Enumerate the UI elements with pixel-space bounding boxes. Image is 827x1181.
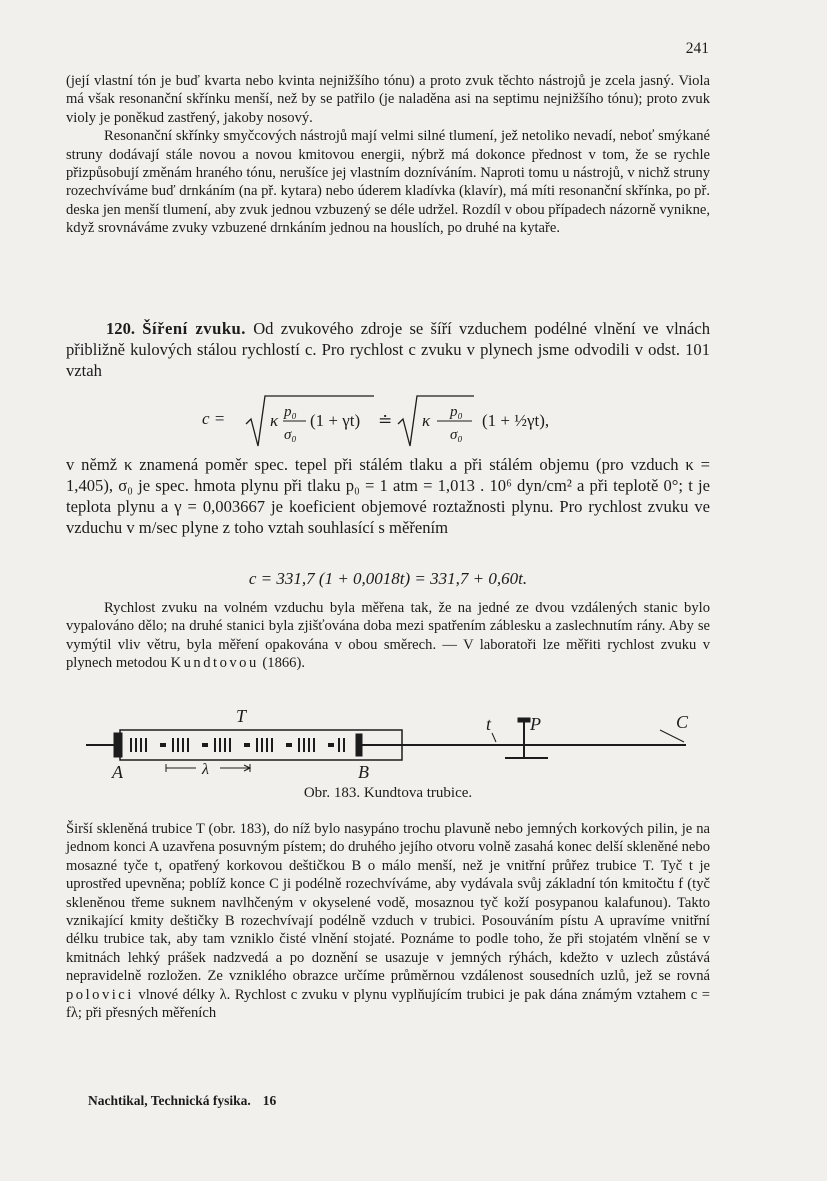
definitions-block bbox=[66, 454, 710, 538]
text-block-top bbox=[66, 72, 710, 238]
clamp-top bbox=[518, 718, 530, 722]
section-number: 120. bbox=[106, 319, 136, 338]
footer-sheet: 16 bbox=[262, 1093, 277, 1108]
kundt-tube-figure bbox=[0, 700, 827, 780]
kundt-year: (1866). bbox=[262, 655, 305, 672]
page-footer bbox=[88, 1093, 276, 1109]
label-a: A bbox=[112, 762, 123, 780]
footer-author: Nachtikal, Technická fysika. bbox=[88, 1093, 251, 1108]
formula-sound-speed bbox=[0, 388, 827, 454]
section-text: Od zvukového zdroje se šíří vzduchem podélné vlnění ve vlnách přibližně kulových stálou rychlostí c. Pro rychlost c zvuku v plynech jsme odvodili v odst. 101 vztah bbox=[66, 319, 711, 380]
figure-caption: Obr. 183. Kundtova trubice. bbox=[303, 785, 473, 801]
measurement-block bbox=[66, 599, 710, 673]
kundt-name: Kundtovou bbox=[170, 655, 259, 672]
pointer-t bbox=[492, 733, 496, 742]
label-t-tube: T bbox=[236, 706, 247, 726]
p0-numerator-2: p₀ bbox=[450, 404, 463, 420]
factor-1: (1 + γt) bbox=[310, 411, 361, 430]
label-lambda: λ bbox=[202, 761, 209, 778]
p0-numerator-1: p₀ bbox=[284, 404, 297, 420]
measurement-text: Rychlost zvuku na volném vzduchu byla měřena tak, že na jedné ze dvou vzdálených stanic bylo vypalováno dělo; na druhé stanici byla zjišťována doba mezi spatřením záblesku a zaslechnutím rány. Aby se vymýtil vliv větru, byla měření opakována v obou směrech. — V laboratoři lze měřiti rychlost zvuku v plynech metodou bbox=[66, 600, 710, 672]
sigma0-denominator-2: σ₀ bbox=[450, 427, 463, 443]
section-120 bbox=[66, 318, 710, 381]
kundt-text-2: vlnové délky λ. Rychlost c zvuku v plynu vyplňujícím trubici je pak dána známým vztahem c = fλ; při přesných měřeních bbox=[66, 986, 710, 1022]
definitions-paragraph: v němž κ znamená poměr spec. tepel při stálém tlaku a při stálém objemu (pro vzduch κ = 1,405), σ₀ je spec. hmota plynu při tlaku p₀ = 1 atm = 1,013 . 10⁶ dyn/cm² a při teplotě 0°; t je teplota plynu a γ = 0,003667 je koeficient objemové roztažnosti plynu. Pro rychlost zvuku ve vzduchu v m/sec plyne z toho vztah souhlasící s měřením bbox=[66, 455, 710, 537]
resonance-paragraph: Resonanční skřínky smyčcových nástrojů mají velmi silné tlumení, jež netoliko nevadí, neboť smýkané struny dodávají stále novou a novou kmitovou energii, nýbrž má dokonce přednost v tom, že se rychle přizpůsobují změnám hraného tónu, nerušíce jej vlastním dozníváním. Naproti tomu u nástrojů, v nichž struny rozechvíváme buď drnkáním (na př. kytara) nebo úderem kladívka (klavír), má míti resonanční skřínka, po př. deska jen menší tlumení, aby zvuk jednou vzbuzený se déle udržel. Rozdíl v obou případech názorně vynikne, když srovnáváme zvuky vzbuzené drnkáním jednou na houslích, po druhé na kytaře. bbox=[66, 128, 711, 237]
kundt-description-block bbox=[66, 820, 710, 1022]
piston bbox=[114, 733, 122, 757]
label-t-rod: t bbox=[486, 714, 492, 734]
formula-air-speed: c = 331,7 (1 + 0,0018t) = 331,7 + 0,60t. bbox=[248, 569, 528, 588]
kappa-1: κ bbox=[270, 411, 279, 430]
approx-sign: ≐ bbox=[378, 411, 393, 430]
label-c: C bbox=[676, 712, 689, 732]
label-p: P bbox=[530, 714, 541, 734]
label-b: B bbox=[358, 762, 369, 780]
formula-lhs: c = bbox=[202, 409, 226, 428]
section-title: Šíření zvuku. bbox=[142, 319, 246, 338]
powder-pattern bbox=[130, 738, 345, 752]
factor-2: (1 + ½γt), bbox=[482, 411, 550, 430]
intro-paragraph: (její vlastní tón je buď kvarta nebo kvinta nejnižšího tónu) a proto zvuk těchto nástrojů je zcela jasný. Viola má však resonanční skřínku menší, než by se patřilo (je naladěna asi na septimu nejnižšího tónu); proto zvuk violy je poněkud zastřený, jakoby nosový. bbox=[66, 73, 710, 126]
kundt-emphasis: polovici bbox=[66, 986, 134, 1003]
page-number: 241 bbox=[685, 40, 709, 57]
kappa-2: κ bbox=[422, 411, 431, 430]
sigma0-denominator-1: σ₀ bbox=[284, 427, 297, 443]
cork-disk bbox=[356, 734, 362, 756]
kundt-text-1: Širší skleněná trubice T (obr. 183), do níž bylo nasypáno trochu plavuně nebo jemných korkových pilin, je na jednom konci A uzavřena posuvným pístem; do druhého jejího otvoru volně zasahá konec delší skleněné nebo mosazné tyče t, opatřený korkovou deštičkou B o málo menší, než je vnitřní průřez trubice T. Tyč t je uprostřed upevněna; poblíž konce C ji podélně rozechvíváme, aby vydávala svůj základní tón kmitočtu f (tyč skleněnou třeme suknem navlhčeným v okyselené vodě, mosaznou tyč koží posypanou kalafunou). Takto vznikající kmity deštičky B rozechvívají podélně vzduch v trubici. Posouváním pístu A upravíme vnitřní délku trubice tak, aby tam vzniklo čisté vlnění stojaté. Poznáme to podle toho, že při stojatém vlnění se v kmitnách lehký prášek nadzvedá a po doznění se usazuje v jemných rýhách, kdežto v uzlech zůstává nepravidelně rozložen. Ze vzniklého obrazce určíme průměrnou vzdálenost sousedních uzlů, jež se rovná bbox=[66, 821, 710, 985]
